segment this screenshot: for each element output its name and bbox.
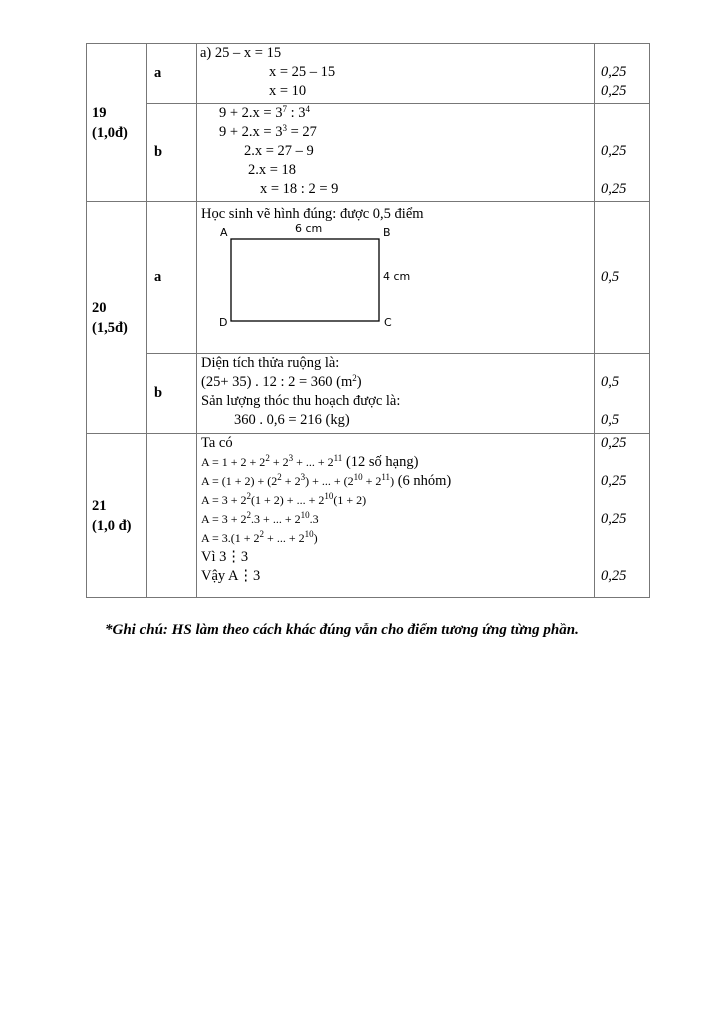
q19a-part: a: [147, 44, 197, 104]
q19a-line2: x = 25 – 15: [269, 64, 336, 80]
q19b-line4: 2.x = 18: [248, 162, 297, 178]
score: 0,25: [601, 143, 627, 159]
q21-row: [87, 434, 650, 598]
q20a-text: Học sinh vẽ hình đúng: được 0,5 điểm: [201, 206, 424, 222]
q21-line4: $A = 3 + 2^2(1 + 2)$ + ... + $2^{10}(1 + 2)$: [201, 491, 367, 507]
q21-number: 21: [92, 497, 107, 514]
score: 0,25: [601, 511, 627, 527]
score: [601, 453, 649, 472]
score: 0,25: [601, 473, 627, 489]
q21-line8: Vậy A⋮3: [201, 568, 261, 584]
q21-content: [197, 434, 595, 598]
q20b-scores: [595, 354, 650, 434]
q19b-content: [197, 104, 595, 202]
score: 0,25: [601, 568, 627, 584]
q20a-score: 0,5: [595, 202, 650, 354]
q20b-line3: Sản lượng thóc thu hoạch được là:: [201, 393, 401, 409]
score: [601, 392, 649, 411]
q20b-part: b: [147, 354, 197, 434]
q20b-content: [197, 354, 595, 434]
q19a-line1: a) 25 – x = 15: [200, 45, 282, 61]
q19a-line3: x = 10: [269, 83, 307, 99]
q21-points: (1,0 đ): [92, 517, 132, 534]
q19-label-cell: [87, 44, 147, 202]
q19b-scores: [595, 104, 650, 202]
q20b-line2: (25+ 35) . 12 : 2 = 360 $(m^2)$: [201, 373, 362, 390]
q19-number: 19: [92, 104, 107, 121]
q21-scores: [595, 434, 650, 598]
answer-table: [86, 43, 650, 598]
q19a-scores: [595, 44, 650, 104]
score: [601, 161, 649, 180]
vertex-b: B: [383, 226, 391, 239]
score: 0,25: [601, 64, 627, 80]
q20-points: (1,5đ): [92, 319, 128, 336]
q19b-line3: 2.x = 27 – 9: [244, 143, 314, 159]
footnote: *Ghi chú: HS làm theo cách khác đúng vẫn cho điểm tương ứng từng phần.: [105, 622, 579, 638]
rectangle-shape: [231, 239, 379, 321]
q21-line2: $A = 1 + 2 + 2^2 + 2^3$ + ... + $2^{11}$ (12 số hạng): [201, 453, 419, 470]
q19b-line5: x = 18 : 2 = 9: [260, 181, 339, 197]
score: [601, 529, 649, 548]
q20-number: 20: [92, 299, 107, 316]
score: 0,5: [601, 374, 620, 390]
score: 0,25: [601, 435, 627, 451]
score: [601, 44, 649, 63]
vertex-c: C: [384, 316, 392, 329]
vertex-d: D: [219, 316, 228, 329]
score: 0,25: [601, 181, 627, 197]
rectangle-figure: [197, 222, 594, 336]
q20b-line1: Diện tích thửa ruộng là:: [201, 355, 340, 371]
q19b-line1: $9 + 2.x = 3^7$ : $3^4$: [219, 104, 311, 121]
score: [601, 491, 649, 510]
score: 0,25: [601, 83, 627, 99]
score: [601, 123, 649, 142]
q21-line7: Vì 3⋮3: [201, 549, 249, 565]
q21-part-empty: [147, 434, 197, 598]
q20a-part: a: [147, 202, 197, 354]
q20a-content: [197, 202, 595, 354]
vertex-a: A: [220, 226, 228, 239]
q20b-line4: 360 . 0,6 = 216 (kg): [234, 412, 350, 428]
score: [601, 354, 649, 373]
q19a-content: [197, 44, 595, 104]
score: 0,5: [601, 412, 620, 428]
side-length-label: 4 cm: [383, 270, 411, 283]
q19b-line2: $9 + 2.x = 3^3 = 27$: [219, 123, 317, 140]
q21-line1: Ta có: [201, 435, 233, 451]
q20-label-cell: [87, 202, 147, 434]
q21-label-cell: [87, 434, 147, 598]
q19b-part: b: [147, 104, 197, 202]
q20-row-a: [87, 202, 650, 354]
score: [601, 104, 649, 123]
q21-line3: $A = (1 + 2) + (2^2 + 2^3)$ + ... + $(2^{10} + 2^{11})$ (6 nhóm): [201, 472, 452, 489]
q21-line6: $A = 3.(1 + 2^2$ + ... + $2^{10}$): [201, 529, 318, 545]
score: [601, 548, 649, 567]
q19-points: (1,0đ): [92, 124, 128, 141]
q20-row-b: [87, 354, 650, 434]
q19-row-a: [87, 44, 650, 104]
q19-row-b: [87, 104, 650, 202]
top-length-label: 6 cm: [295, 222, 323, 235]
q21-line5: $A = 3 + 2^2.3$ + ... + $2^{10}.3$: [201, 510, 319, 526]
